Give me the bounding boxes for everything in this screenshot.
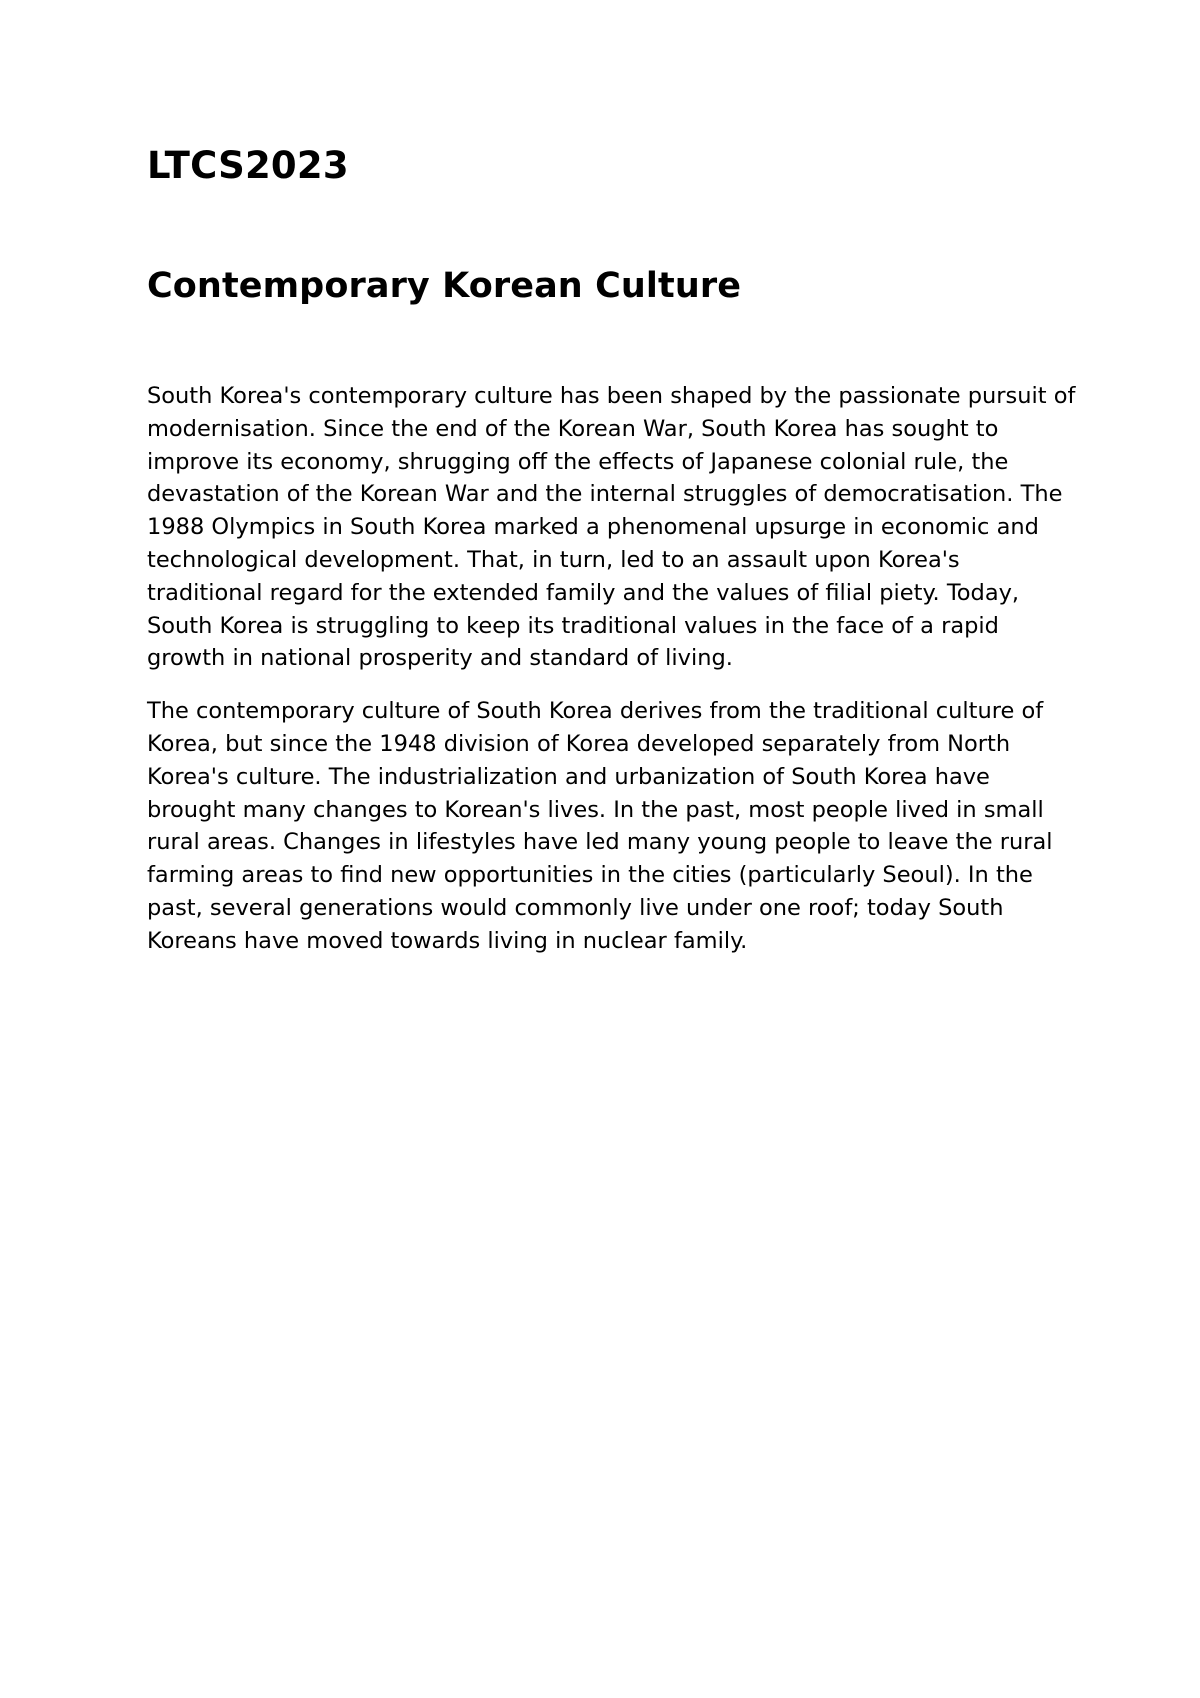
paragraph-1: South Korea's contemporary culture has been shaped by the passionate pursuit of modernisation. Since the end of the Korean War, South Korea has sought to improve its economy, shrugging off the effects of Japanese colonial rule, the devastation of the Korean War and the internal struggles of democratisation. The 1988 Olympics in South Korea marked a phenomenal upsurge in economic and technological development. That, in turn, led to an assault upon Korea's traditional regard for the extended family and the values of filial piety. Today, South Korea is struggling to keep its traditional values in the face of a rapid growth in national prosperity and standard of living. — [147, 383, 1076, 672]
document-content — [147, 140, 1077, 978]
course-code-heading: LTCS2023 — [147, 144, 349, 187]
document-title: Contemporary Korean Culture — [147, 266, 742, 306]
body-text — [147, 380, 1077, 958]
paragraph-2: The contemporary culture of South Korea derives from the traditional culture of Korea, but since the 1948 division of Korea developed separately from North Korea's culture. The industrialization and urbanization of South Korea have brought many changes to Korean's lives. In the past, most people lived in small rural areas. Changes in lifestyles have led many young people to leave the rural farming areas to find new opportunities in the cities (particularly Seoul). In the past, several generations would commonly live under one roof; today South Koreans have moved towards living in nuclear family. — [147, 698, 1053, 954]
